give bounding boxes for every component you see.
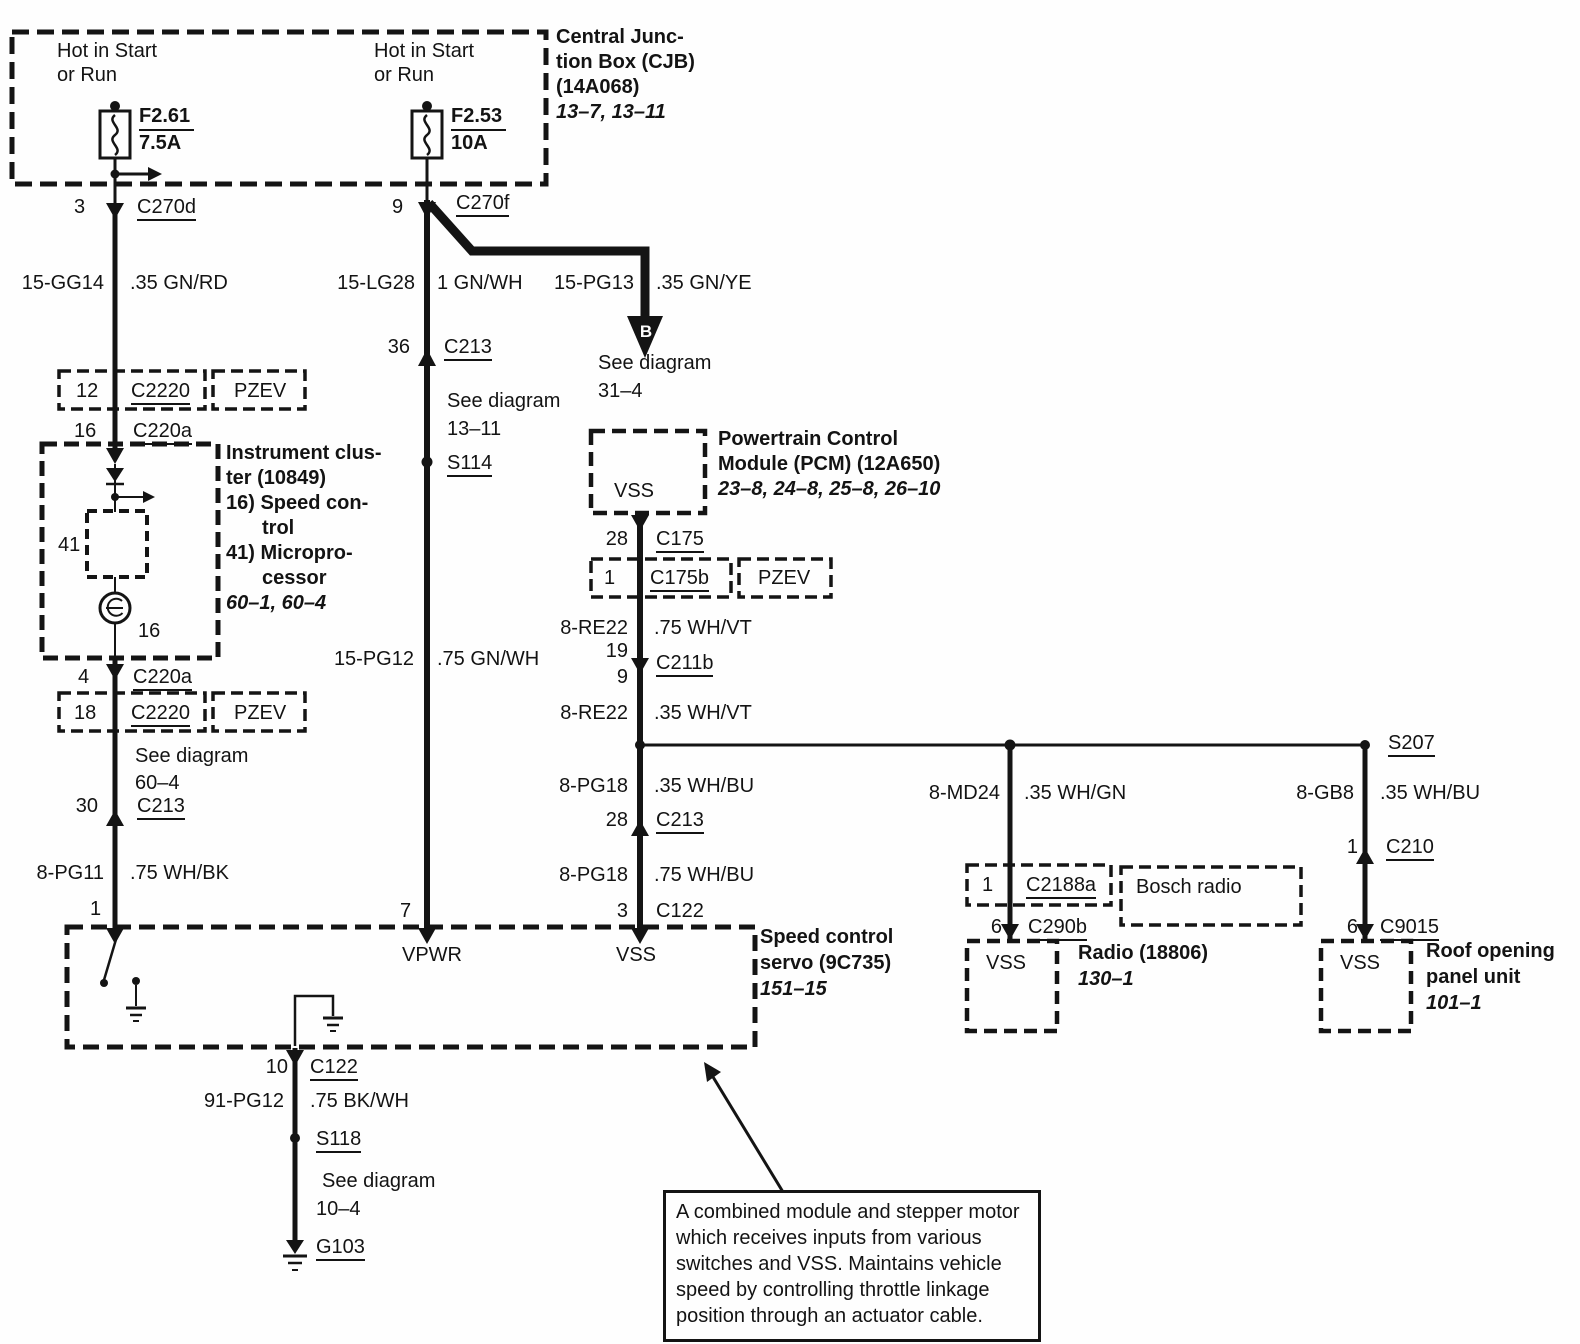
see-diagram-ref: 31–4 bbox=[598, 380, 643, 402]
radio-branch-wire bbox=[1001, 740, 1019, 941]
fuse-f253 bbox=[412, 101, 442, 158]
radio-vss-pin-label: VSS bbox=[986, 952, 1027, 974]
pzev-label: PZEV bbox=[234, 702, 287, 724]
pin-number: 19 bbox=[605, 640, 628, 662]
roof-branch-wire bbox=[1356, 740, 1374, 940]
servo-internals bbox=[100, 936, 343, 1046]
pin-number: 10 bbox=[265, 1056, 288, 1078]
pin-number: 4 bbox=[78, 666, 90, 688]
fuse-name: F2.61 bbox=[139, 104, 194, 131]
fuse-f261 bbox=[100, 101, 130, 158]
cluster-item-16b: trol bbox=[262, 517, 295, 539]
splice-s114: S114 bbox=[447, 452, 492, 477]
pcm-vss-pin-label: VSS bbox=[614, 480, 655, 502]
see-diagram-ref: 60–4 bbox=[135, 772, 180, 794]
see-diagram-label: See diagram bbox=[598, 352, 712, 374]
connector-c9015: C9015 bbox=[1380, 916, 1439, 941]
pin-number: 28 bbox=[605, 809, 628, 831]
wire-code: 15-PG12 bbox=[333, 648, 414, 670]
connector-c210: C210 bbox=[1386, 836, 1434, 861]
cjb-title-3: (14A068) bbox=[556, 76, 640, 98]
wire-code: 15-PG13 bbox=[553, 272, 634, 294]
pin-number: 3 bbox=[616, 900, 628, 922]
cluster-item-16: 16) Speed con- bbox=[226, 492, 369, 514]
connector-c213: C213 bbox=[137, 795, 185, 820]
see-diagram-label: See diagram bbox=[322, 1170, 436, 1192]
pin-number: 6 bbox=[990, 916, 1002, 938]
hot-label-right-2: or Run bbox=[374, 64, 435, 86]
bosch-radio-label: Bosch radio bbox=[1136, 876, 1242, 898]
pcm-title-1: Powertrain Control bbox=[718, 428, 899, 450]
wire-spec: .75 WH/BU bbox=[654, 864, 755, 886]
fuse-name: F2.53 bbox=[451, 104, 506, 131]
see-diagram-ref: 10–4 bbox=[316, 1198, 361, 1220]
wire-spec: 1 GN/WH bbox=[437, 272, 523, 294]
connector-c211b: C211b bbox=[656, 652, 713, 677]
cjb-pages: 13–7, 13–11 bbox=[556, 101, 666, 123]
wire-code: 91-PG12 bbox=[203, 1090, 284, 1112]
servo-title-2: servo (9C735) bbox=[760, 952, 892, 974]
servo-vss-pin-label: VSS bbox=[616, 944, 657, 966]
wire-spec: .75 WH/BK bbox=[130, 862, 229, 884]
pin-number: 9 bbox=[616, 666, 628, 688]
connector-c175: C175 bbox=[656, 528, 704, 553]
fuse-f253-label bbox=[451, 104, 506, 155]
roof-vss-pin-label: VSS bbox=[1340, 952, 1381, 974]
wire-spec: .35 WH/BU bbox=[1380, 782, 1481, 804]
pin-number: 7 bbox=[400, 900, 412, 922]
pcm-title-2: Module (PCM) (12A650) bbox=[718, 453, 941, 475]
note-line-2: which receives inputs from various bbox=[676, 1227, 982, 1249]
connector-c175b: C175b bbox=[650, 567, 709, 592]
pin-number: 36 bbox=[387, 336, 410, 358]
pin-number: 28 bbox=[605, 528, 628, 550]
pin-number: 30 bbox=[75, 795, 98, 817]
wire-spec: .75 WH/VT bbox=[654, 617, 752, 639]
wire-code: 8-MD24 bbox=[928, 782, 1000, 804]
pin-number: 1 bbox=[982, 874, 994, 896]
wire-code: 15-GG14 bbox=[21, 272, 104, 294]
roof-title-2: panel unit bbox=[1426, 966, 1521, 988]
pin-number: 1 bbox=[1346, 836, 1358, 858]
radio-pages: 130–1 bbox=[1078, 968, 1134, 990]
fuse-f261-label bbox=[139, 104, 194, 155]
see-diagram-label: See diagram bbox=[135, 745, 249, 767]
roof-title-1: Roof opening bbox=[1426, 940, 1555, 962]
splice-s207: S207 bbox=[1388, 732, 1435, 757]
note-line-1: A combined module and stepper motor bbox=[676, 1201, 1020, 1223]
pin-number: 1 bbox=[604, 567, 616, 589]
connector-c213: C213 bbox=[656, 809, 704, 834]
fuse-rating: 7.5A bbox=[139, 132, 182, 154]
off-page-arrow-letter: B bbox=[639, 322, 653, 341]
connector-c290b: C290b bbox=[1028, 916, 1087, 941]
wire-spec: .35 WH/GN bbox=[1024, 782, 1127, 804]
connector-c2220: C2220 bbox=[131, 702, 190, 727]
connector-c213: C213 bbox=[444, 336, 492, 361]
roof-pages: 101–1 bbox=[1426, 992, 1482, 1014]
connector-c270d: C270d bbox=[137, 196, 196, 221]
cjb-title-1: Central Junc- bbox=[556, 26, 684, 48]
cjb-title-2: tion Box (CJB) bbox=[556, 51, 695, 73]
note-arrowhead bbox=[704, 1062, 721, 1082]
radio-title: Radio (18806) bbox=[1078, 942, 1209, 964]
hot-label-right-1: Hot in Start bbox=[374, 40, 475, 62]
see-diagram-ref: 13–11 bbox=[447, 418, 502, 440]
connector-c2220: C2220 bbox=[131, 380, 190, 405]
mid-branch-arrows bbox=[418, 202, 663, 944]
pin-number: 6 bbox=[1346, 916, 1358, 938]
inner-pin-16: 16 bbox=[138, 620, 161, 642]
note-box bbox=[663, 1190, 1041, 1342]
cluster-pages: 60–1, 60–4 bbox=[226, 592, 327, 614]
connector-c220a: C220a bbox=[133, 666, 192, 691]
connector-c220a: C220a bbox=[133, 420, 192, 445]
wire-code: 8-PG11 bbox=[36, 862, 104, 884]
wire-spec: .75 BK/WH bbox=[310, 1090, 409, 1112]
wire-code: 8-PG18 bbox=[559, 864, 628, 886]
wire-spec: .35 GN/RD bbox=[130, 272, 228, 294]
pin-number: 1 bbox=[90, 898, 102, 920]
connector-c122: C122 bbox=[656, 900, 704, 922]
wire-spec: .75 GN/WH bbox=[437, 648, 540, 670]
fuse-rating: 10A bbox=[451, 132, 488, 154]
pin-number: 18 bbox=[74, 702, 97, 724]
wire-code: 8-PG18 bbox=[559, 775, 628, 797]
pin-number: 16 bbox=[74, 420, 97, 442]
connector-c270f: C270f bbox=[456, 192, 509, 217]
cluster-title-1: Instrument clus- bbox=[226, 442, 382, 464]
hot-label-left-2: or Run bbox=[57, 64, 118, 86]
note-line-4: speed by controlling throttle linkage bbox=[676, 1279, 990, 1301]
pzev-label: PZEV bbox=[758, 567, 811, 589]
wire-spec: .35 WH/BU bbox=[654, 775, 755, 797]
servo-title-1: Speed control bbox=[760, 926, 894, 948]
ground-g103: G103 bbox=[316, 1236, 365, 1261]
wire-spec: .35 WH/VT bbox=[654, 702, 752, 724]
inner-pin-41: 41 bbox=[58, 534, 81, 556]
cluster-title-2: ter (10849) bbox=[226, 467, 327, 489]
hot-label-left-1: Hot in Start bbox=[57, 40, 158, 62]
connector-c2188a: C2188a bbox=[1026, 874, 1096, 899]
s118-splice-dot bbox=[290, 1133, 300, 1143]
see-diagram-label: See diagram bbox=[447, 390, 561, 412]
microprocessor-box bbox=[87, 511, 147, 577]
note-line-5: position through an actuator cable. bbox=[676, 1305, 983, 1327]
wire-spec: .35 GN/YE bbox=[656, 272, 752, 294]
servo-pages: 151–15 bbox=[760, 978, 827, 1000]
pzev-label: PZEV bbox=[234, 380, 287, 402]
note-line-3: switches and VSS. Maintains vehicle bbox=[676, 1253, 1002, 1275]
servo-vpwr-pin-label: VPWR bbox=[402, 944, 462, 966]
wire-code: 8-RE22 bbox=[560, 702, 628, 724]
pcm-pages: 23–8, 24–8, 25–8, 26–10 bbox=[718, 478, 941, 500]
ground-branch-wire bbox=[283, 1048, 307, 1270]
cluster-item-41: 41) Micropro- bbox=[226, 542, 353, 564]
wire-code: 8-RE22 bbox=[560, 617, 628, 639]
wire-code: 15-LG28 bbox=[337, 272, 415, 294]
wire-code: 8-GB8 bbox=[1296, 782, 1354, 804]
pin-number: 12 bbox=[76, 380, 99, 402]
pin-number: 3 bbox=[74, 196, 86, 218]
note-pointer bbox=[704, 1062, 783, 1192]
connector-c122: C122 bbox=[310, 1056, 358, 1081]
splice-s118: S118 bbox=[316, 1128, 361, 1153]
cluster-item-41b: cessor bbox=[262, 567, 327, 589]
pin-number: 9 bbox=[392, 196, 404, 218]
